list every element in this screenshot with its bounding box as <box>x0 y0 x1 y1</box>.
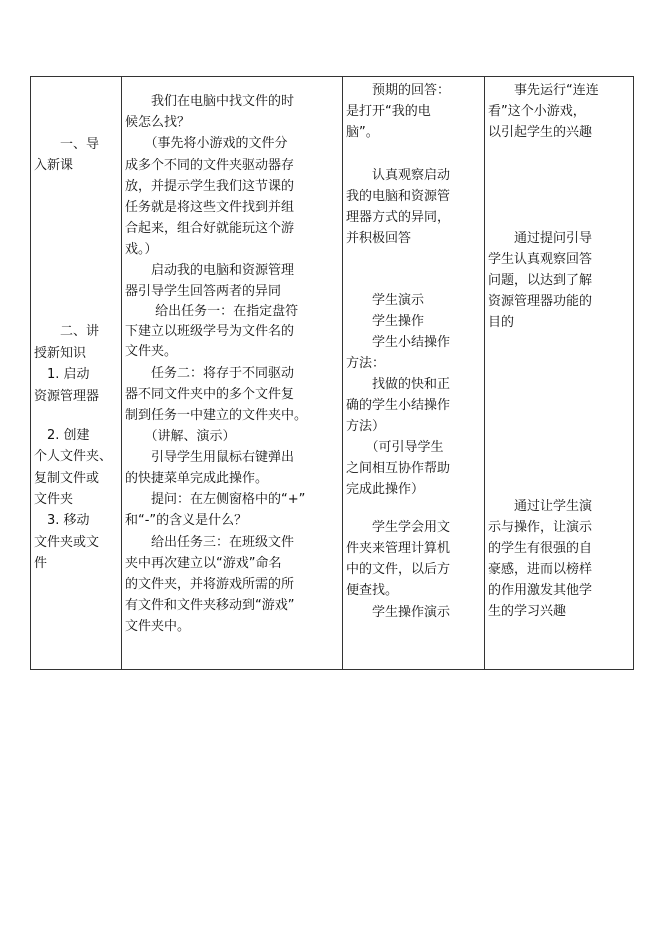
step-line: 件 <box>34 556 48 571</box>
teaching-steps-cell <box>31 77 121 669</box>
text-line: 给出任务三：在班级文件 <box>125 535 295 550</box>
text-line: 学生学会用文 <box>346 520 451 535</box>
step-line: 入新课 <box>34 158 74 173</box>
text-line: 完成此操作） <box>346 482 425 497</box>
text-line: 便查找。 <box>346 583 399 598</box>
step-line: 文件夹 <box>34 492 74 507</box>
text-line: 我的电脑和资源管 <box>346 189 451 204</box>
step-line: 二、讲 <box>34 324 100 339</box>
text-line: 器不同文件夹中的多个文件复 <box>125 387 295 402</box>
text-line: 理器方式的异同， <box>346 210 451 225</box>
text-line: 问题，以达到了解 <box>488 273 593 288</box>
text-line: 通过提问引导 <box>488 231 593 246</box>
step-line: 资源管理器 <box>34 389 100 404</box>
text-line: 生的学习兴趣 <box>488 604 567 619</box>
text-line: 学生操作演示 <box>346 605 451 620</box>
text-line: 确的学生小结操作 <box>346 398 451 413</box>
text-line: 器引导学生回答两者的异同 <box>125 284 282 299</box>
text-line: 文件夹中。 <box>125 619 191 634</box>
text-line: 并积极回答 <box>346 231 412 246</box>
text-line: 看”这个小游戏， <box>488 104 586 119</box>
text-line: 示与操作，让演示 <box>488 520 593 535</box>
text-line: 下建立以班级学号为文件名的 <box>125 324 295 339</box>
text-line: 学生操作 <box>346 314 425 329</box>
step-line: 授新知识 <box>34 346 87 361</box>
text-line: 和“-”的含义是什么？ <box>125 513 248 528</box>
text-line: （可引导学生 <box>346 440 444 455</box>
text-line: 通过让学生演 <box>488 499 593 514</box>
text-line: 学生演示 <box>346 293 425 308</box>
teacher-activity-cell <box>122 77 342 669</box>
text-line: 事先运行“连连 <box>488 83 599 98</box>
text-line: 的文件夹，并将游戏所需的所 <box>125 577 295 592</box>
text-line: 文件夹。 <box>125 344 178 359</box>
text-line: 豪感，进而以榜样 <box>488 562 593 577</box>
text-line: 放，并提示学生我们这节课的 <box>125 179 295 194</box>
text-line: 有文件和文件夹移动到“游戏” <box>125 598 295 613</box>
text-line: 引导学生用鼠标右键弹出 <box>125 450 295 465</box>
step-line: 2. 创建 <box>34 428 90 443</box>
text-line: 找做的快和正 <box>346 377 451 392</box>
text-line: 以引起学生的兴趣 <box>488 125 593 140</box>
text-line: 资源管理器功能的 <box>488 294 593 309</box>
text-line: 之间相互协作帮助 <box>346 461 451 476</box>
step-line: 3. 移动 <box>34 513 90 528</box>
text-line: 学生小结操作 <box>346 335 451 350</box>
text-line: （讲解、演示） <box>125 429 236 444</box>
text-line: 制到任务一中建立的文件夹中。 <box>125 408 308 423</box>
text-line: 任务二：将存于不同驱动 <box>125 366 295 381</box>
student-activity-cell <box>343 77 484 669</box>
text-line: 我们在电脑中找文件的时 <box>125 94 295 109</box>
text-line: 提问：在左侧窗格中的“+” <box>125 492 306 507</box>
step-line: 复制文件或 <box>34 471 100 486</box>
text-line: 学生认真观察回答 <box>488 252 593 267</box>
text-line: 任务就是将这些文件找到并组 <box>125 200 295 215</box>
lesson-plan-table <box>30 76 634 670</box>
text-line: 件夹来管理计算机 <box>346 541 451 556</box>
text-line: 合起来，组合好就能玩这个游 <box>125 221 295 236</box>
text-line: 戏。） <box>125 242 158 257</box>
step-line: 一、导 <box>34 137 100 152</box>
text-line: 脑”。 <box>346 125 379 140</box>
text-line: 目的 <box>488 315 515 330</box>
text-line: 给出任务一：在指定盘符 <box>125 304 299 319</box>
step-line: 1. 启动 <box>34 367 90 382</box>
step-line: 个人文件夹、 <box>34 449 113 464</box>
text-line: 夹中再次建立以“游戏”命名 <box>125 556 282 571</box>
text-line: 预期的回答： <box>346 83 451 98</box>
design-intent-cell <box>485 77 633 669</box>
text-line: 成多个不同的文件夹驱动器存 <box>125 158 295 173</box>
text-line: （事先将小游戏的文件分 <box>125 136 288 151</box>
step-line: 文件夹或文 <box>34 535 100 550</box>
text-line: 方法） <box>346 419 386 434</box>
text-line: 方法： <box>346 356 386 371</box>
text-line: 启动我的电脑和资源管理 <box>125 263 295 278</box>
text-line: 候怎么找？ <box>125 115 191 130</box>
text-line: 认真观察启动 <box>346 168 451 183</box>
text-line: 的学生有很强的自 <box>488 541 593 556</box>
text-line: 中的文件，以后方 <box>346 562 451 577</box>
text-line: 的作用激发其他学 <box>488 583 593 598</box>
text-line: 是打开“我的电 <box>346 104 431 119</box>
text-line: 的快捷菜单完成此操作。 <box>125 471 269 486</box>
